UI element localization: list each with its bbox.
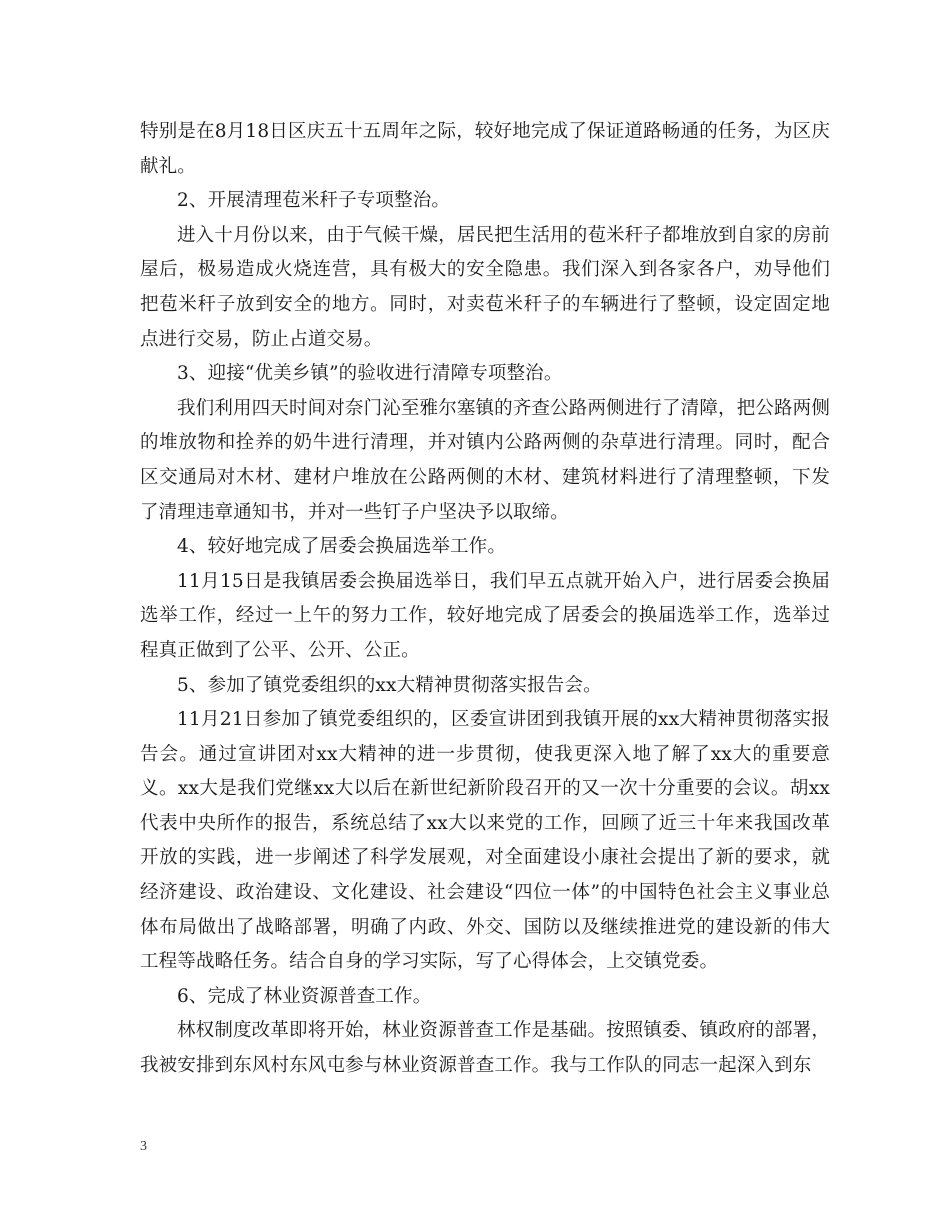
section-heading: 6、完成了林业资源普查工作。 <box>177 985 432 1007</box>
paragraph: 林权制度改革即将开始，林业资源普查工作是基础。按照镇委、镇政府的部署，我被安排到东风村东风屯参与林业资源普查工作。我与工作队的同志一起深入到东 <box>140 1020 830 1077</box>
page-number: 3 <box>140 1139 147 1154</box>
section-heading: 3、迎接“优美乡镇”的验收进行清障专项整治。 <box>177 363 563 385</box>
body-text <box>140 115 830 1084</box>
paragraph: 11月21日参加了镇党委组织的，区委宣讲团到我镇开展的xx大精神贯彻落实报告会。通过宣讲团对xx大精神的进一步贯彻，使我更深入地了解了xx大的重要意义。xx大是我们党继xx大以后在新世纪新阶段召开的又一次十分重要的会议。胡xx代表中央所作的报告，系统总结了xx大以来党的工作，回顾了近三十年来我国改革开放的实践，进一步阐述了科学发展观，对全面建设小康社会提出了新的要求，就经济建设、政治建设、文化建设、社会建设“四位一体”的中国特色社会主义事业总体布局做出了战略部署，明确了内政、外交、国防以及继续推进党的建设新的伟大工程等战略任务。结合自身的学习实际，写了心得体会，上交镇党委。 <box>140 709 830 973</box>
section-heading: 4、较好地完成了居委会换届选举工作。 <box>177 536 506 558</box>
paragraph: 特别是在8月18日区庆五十五周年之际，较好地完成了保证道路畅通的任务，为区庆献礼。 <box>140 121 830 177</box>
paragraph: 11月15日是我镇居委会换届选举日，我们早五点就开始入户，进行居委会换届选举工作，经过一上午的努力工作，较好地完成了居委会的换届选举工作，选举过程真正做到了公平、公开、公正。 <box>140 570 830 661</box>
section-heading: 5、参加了镇党委组织的xx大精神贯彻落实报告会。 <box>177 674 602 696</box>
section-heading: 2、开展清理苞米秆子专项整治。 <box>177 190 451 212</box>
paragraph: 进入十月份以来，由于气候干燥，居民把生活用的苞米秆子都堆放到自家的房前屋后，极易造成火烧连营，具有极大的安全隐患。我们深入到各家各户，劝导他们把苞米秆子放到安全的地方。同时，对卖苞米秆子的车辆进行了整顿，设定固定地点进行交易，防止占道交易。 <box>140 224 830 350</box>
paragraph: 我们利用四天时间对奈门沁至雅尔塞镇的齐查公路两侧进行了清障，把公路两侧的堆放物和拴养的奶牛进行清理，并对镇内公路两侧的杂草进行清理。同时，配合区交通局对木材、建材户堆放在公路两侧的木材、建筑材料进行了清理整顿，下发了清理违章通知书，并对一些钉子户坚决予以取缔。 <box>140 397 830 523</box>
